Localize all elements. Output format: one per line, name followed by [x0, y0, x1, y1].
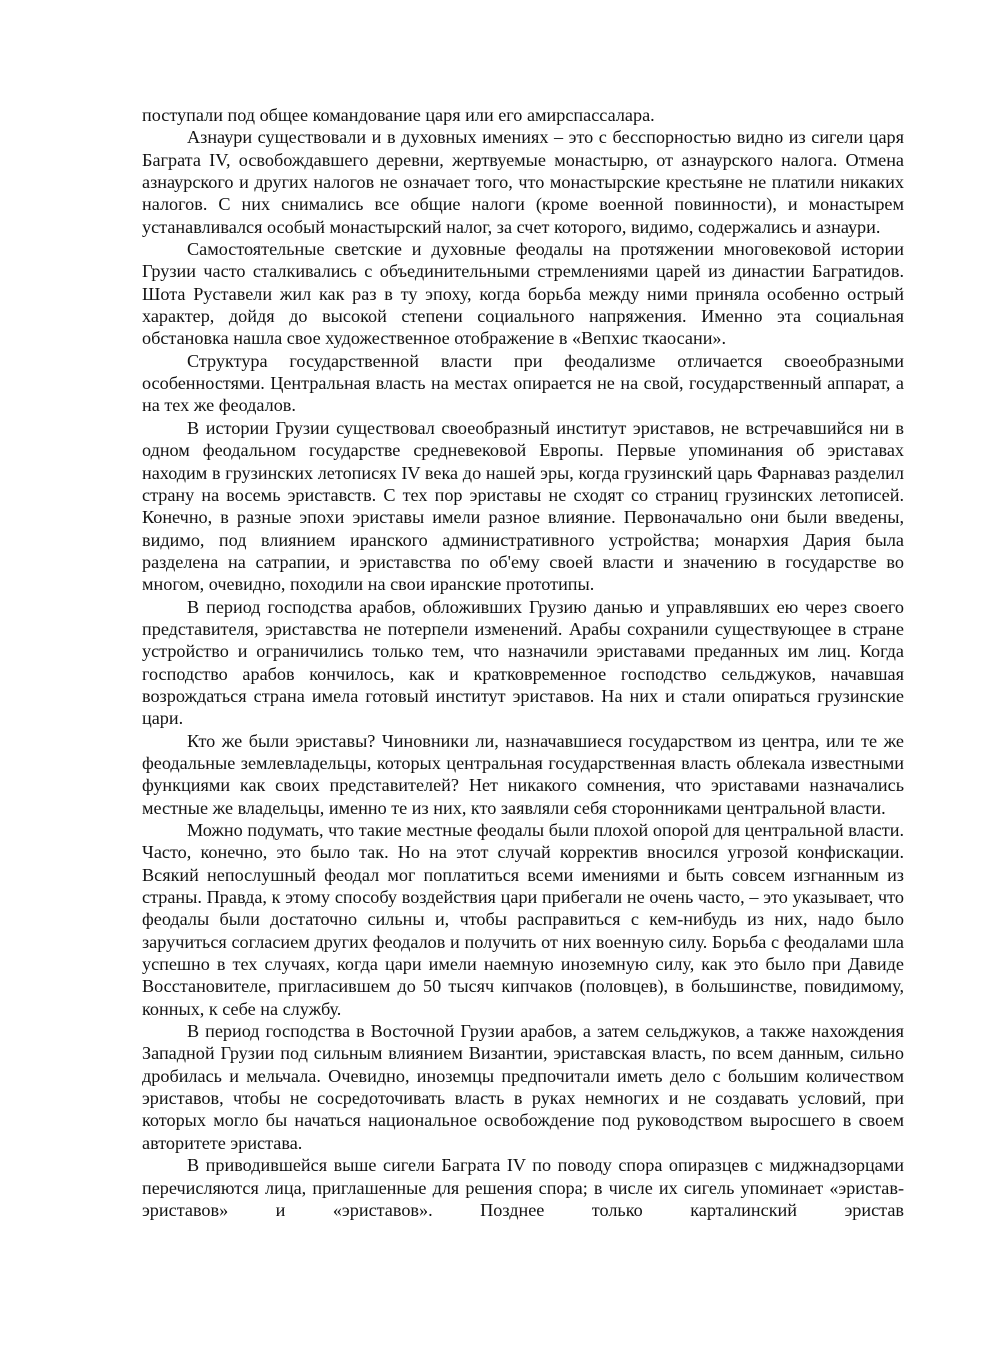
paragraph-continuation: поступали под общее командование царя или его амирспассалара. — [142, 105, 655, 125]
document-page — [142, 104, 904, 1221]
paragraph-aznauri-church-estates: Азнаури существовали и в духовных имениях – это с бесспорностью видно из сигели царя Баграта IV, освобождавшего деревни, жертвуемые монастырю, от азнаурского налога. Отмена азнаурского и других налогов не означает того, что монастырские крестьяне не платили никаких налогов. С них снимались все общие налоги (кроме военной повинности), и монастырем устанавливался особый монастырский налог, за счет которого, видимо, содержались и азнаури. — [142, 127, 904, 237]
paragraph-local-feudals: Можно подумать, что такие местные феодалы были плохой опорой для центральной власти. Часто, конечно, это было так. Но на этот случай корректив вносился угрозой конфискации. Всякий непослушный феодал мог поплатиться всеми имениями и быть совсем изгнанным из страны. Правда, к этому способу воздействия цари прибегали не очень часто, – это указывает, что феодалы были достаточно сильны и, чтобы расправиться с кем-нибудь из них, надо было заручиться согласием других феодалов и получить от них военную силу. Борьба с феодалами шла успешно в тех случаях, когда цари имели наемную иноземную силу, как это было при Давиде Восстановителе, пригласившем до 50 тысяч кипчаков (половцев), в большинстве, повидимому, конных, к себе на службу. — [142, 820, 904, 1019]
paragraph-eristav-institution: В истории Грузии существовал своеобразный институт эриставов, не встречавшийся ни в одном феодальном государстве средневековой Европы. Первые упоминания об эриставах находим в грузинских летописях IV века до нашей эры, когда грузинский царь Фарнаваз разделил страну на восемь эриставств. С тех пор эриставы не сходят со страниц грузинских летописей. Конечно, в разные эпохи эриставы имели разное влияние. Первоначально они были введены, видимо, под влиянием иранского административного устройства; монархия Дария была разделена на сатрапии, и эриставства по об'ему своей власти и значению в государстве во многом, очевидно, походили на свои иранские прототипы. — [142, 417, 904, 595]
paragraph-who-were-eristavs: Кто же были эриставы? Чиновники ли, назначавшиеся государством из центра, или те же феодальные землевладельцы, которых центральная государственная власть облекала известными функциями как своих представителей? Нет никакого сомнения, что эриставами назначались местные же владельцы, именно те из них, кто заявляли себя сторонниками центральной власти. — [142, 730, 904, 818]
paragraph-state-power-structure: Структура государственной власти при феодализме отличается своеобразными особенностями. Центральная власть на местах опирается не на свой, государственный аппарат, а на тех же феодалов. — [142, 350, 904, 416]
paragraph-arab-rule: В период господства арабов, обложивших Грузию данью и управлявших ею через своего представителя, эриставства не потерпели изменений. Арабы сохранили существующее в стране устройство и ограничились только тем, что назначили эриставами преданных им лиц. Когда господство арабов кончилось, как и кратковременное господство сельджуков, начавшая возрождаться страна имела готовый институт эриставов. На них и стали опираться грузинские цари. — [142, 596, 904, 729]
paragraph-bagrat-sigel: В приводившейся выше сигели Баграта IV по поводу спора опиразцев с миджнадзорцами перечисляются лица, приглашенные для решения спора; в числе их сигель упоминает «эристав-эриставов» и «эриставов». Позднее только карталинский эристав — [142, 1155, 904, 1220]
paragraph-foreign-rule-fragmentation: В период господства в Восточной Грузии арабов, а затем сельджуков, а также нахождения Западной Грузии под сильным влиянием Византии, эриставская власть, по всем данным, сильно дробилась и мельчала. Очевидно, иноземцы предпочитали иметь дело с большим количеством эриставов, чтобы не сосредоточивать власть в руках немногих и не создавать условий, при которых могло бы начаться национальное освобождение под руководством выросшего в своем авторитете эристава. — [142, 1021, 904, 1153]
paragraph-feudal-lords-bagratids: Самостоятельные светские и духовные феодалы на протяжении многовековой истории Грузии часто сталкивались с объединительными стремлениями царей из династии Багратидов. Шота Руставели жил как раз в ту эпоху, когда борьба между ними приняла особенно острый характер, дойдя до высокой степени социального напряжения. Именно эта социальная обстановка нашла свое художественное отображение в «Вепхис ткаосани». — [142, 239, 904, 349]
